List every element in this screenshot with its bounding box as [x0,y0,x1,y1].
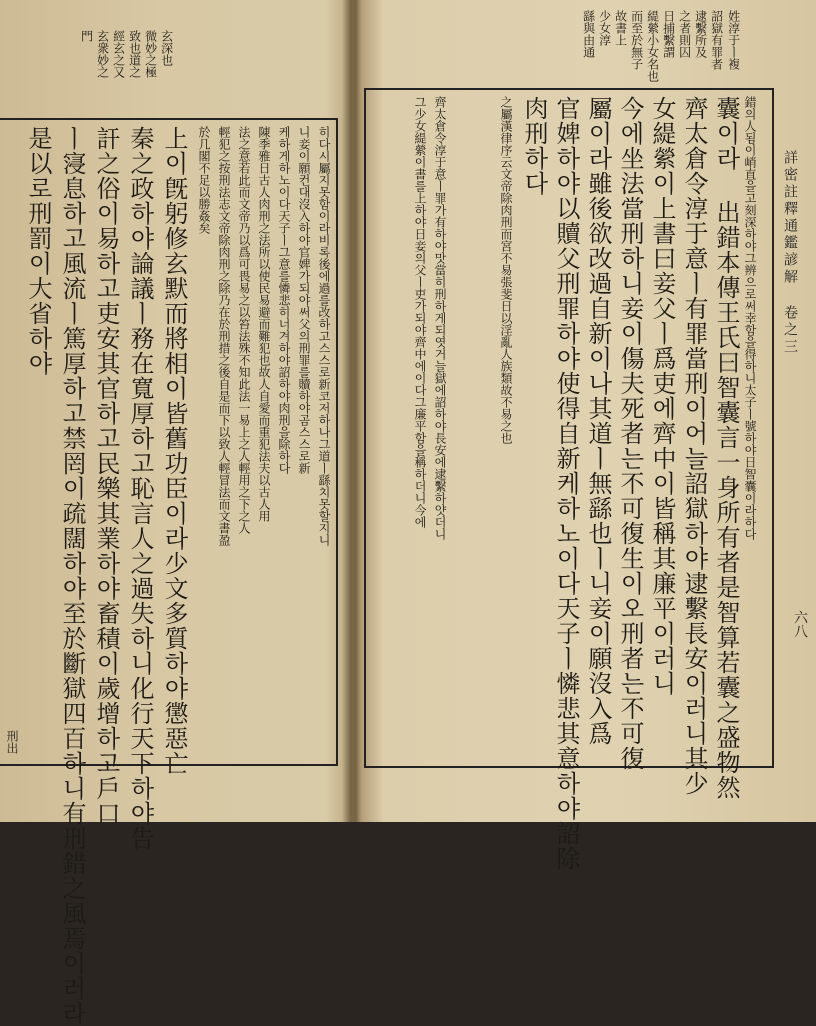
top-note: 微妙之極 [143,30,158,78]
footer-mark: 刑出 [5,730,19,754]
text-column: ㅣ寖息하고風流ㅣ篤厚하고禁罔이疏闊하야至於斷獄四百하니有刑錯之風焉이러라 [58,126,86,1026]
text-column: 是以로刑罰이大省하야 [24,126,52,376]
text-column: 官婢하야以贖父刑罪하야使得自新케하노이다天子ㅣ憐悲其意하야詔除 [552,96,580,871]
top-note: 日捕繫謂 [661,10,676,58]
page-number: 六八 [792,610,808,638]
top-note: 故書上 [613,10,628,46]
text-column: 秦之政하야論議ㅣ務在寬厚하고恥言人之過失하니化行天下하야告 [126,126,154,851]
text-column: 히다시屬지못함이라비록後에過를改하고스스로新코저하나그道ㅣ繇치못할지니 [317,126,331,546]
top-note: 而至於無子 [629,10,644,70]
text-column: 今에坐法當刑하니妾이傷夫死者는不可復生이오刑者는不可復 [616,96,644,771]
top-note: 繇與由通 [581,10,596,58]
right-page [352,0,816,871]
text-column: 之屬漢律序云文帝除肉刑而宮不易張斐日以淫亂人族類故不易之也 [499,96,513,444]
text-column: 케하게하노이다天子ㅣ그意를憐悲히너겨하야詔하야肉刑을除하다 [277,126,291,474]
top-note: 逮繫所及 [693,10,708,58]
text-column: 輕犯之按刑法志文帝除肉刑之除乃在於刑措之後自是而下以致人輕冒法而文書盈 [217,126,231,546]
text-column: 錯의人됨이峭直을고刻深하야그辨으로써幸함을得하니太子ㅣ號하야日智囊이라하다 [743,96,757,540]
text-column: 陳季雅日古人肉刑之法所以使民易避而難犯也故人自愛而重犯法夫以古人用 [257,126,271,522]
text-column: 屬이라雖後欲改過自新이나其道ㅣ無繇也ㅣ니妾이願沒入爲 [584,96,612,746]
text-column: 齊太倉令淳于意ㅣ有罪當刑이어늘詔獄하야逮繫長安이러니其少 [680,96,708,796]
text-column: 니妾이願컨대沒入하야官婢가되야써父의刑罪를贖하야곰스스로新 [297,126,311,474]
top-note: 玄衆妙之 [95,30,110,78]
left-page [0,0,352,1026]
text-column: 囊이라 出錯本傳王氏曰智囊言一身所有者是智算若囊之盛物然 [712,96,740,800]
page-header: 詳密註釋通鑑諺解 卷之三 [782,150,798,356]
top-note: 緹縈小女名也 [645,10,660,82]
top-note: 致也道之 [127,30,142,78]
text-column: 於几閣不足以勝姦矣 [197,126,211,234]
text-column: 女緹縈이上書曰妾父ㅣ爲吏에齊中이皆稱其廉平이러니 [648,96,676,696]
text-column: 齊太倉令淳于意ㅣ罪가有하야맛當히刑하게되엿거늘獄에詔하야長安에逮繫하얏더니 [433,96,447,540]
top-note: 門 [79,30,94,42]
top-note: 之者則囚 [677,10,692,58]
text-column: 上이旣躬修玄默而將相이皆舊功臣이라少文多質하야懲惡亡 [160,126,188,776]
text-column: 그少女緹縈이書를上하야日妾의父ㅣ吏가되야齊中에이다그廉平함을稱하더니今에 [413,96,427,528]
text-column: 法之意若此而文帝乃以爲可畏易之以笞法殊不知此法一易上之人輕用之下之人 [237,126,251,534]
top-note: 少女淳 [597,10,612,46]
top-note: 姓淳于ㅣ複 [726,10,741,70]
top-note: 經玄之又 [111,30,126,78]
top-note: 詔獄有罪者 [709,10,724,70]
top-note: 玄深也 [159,30,174,66]
text-column: 肉刑하다 [520,96,548,196]
text-column: 訐之俗이易하고吏安其官하고民樂其業하야畜積이歲增하고戶口 [92,126,120,826]
